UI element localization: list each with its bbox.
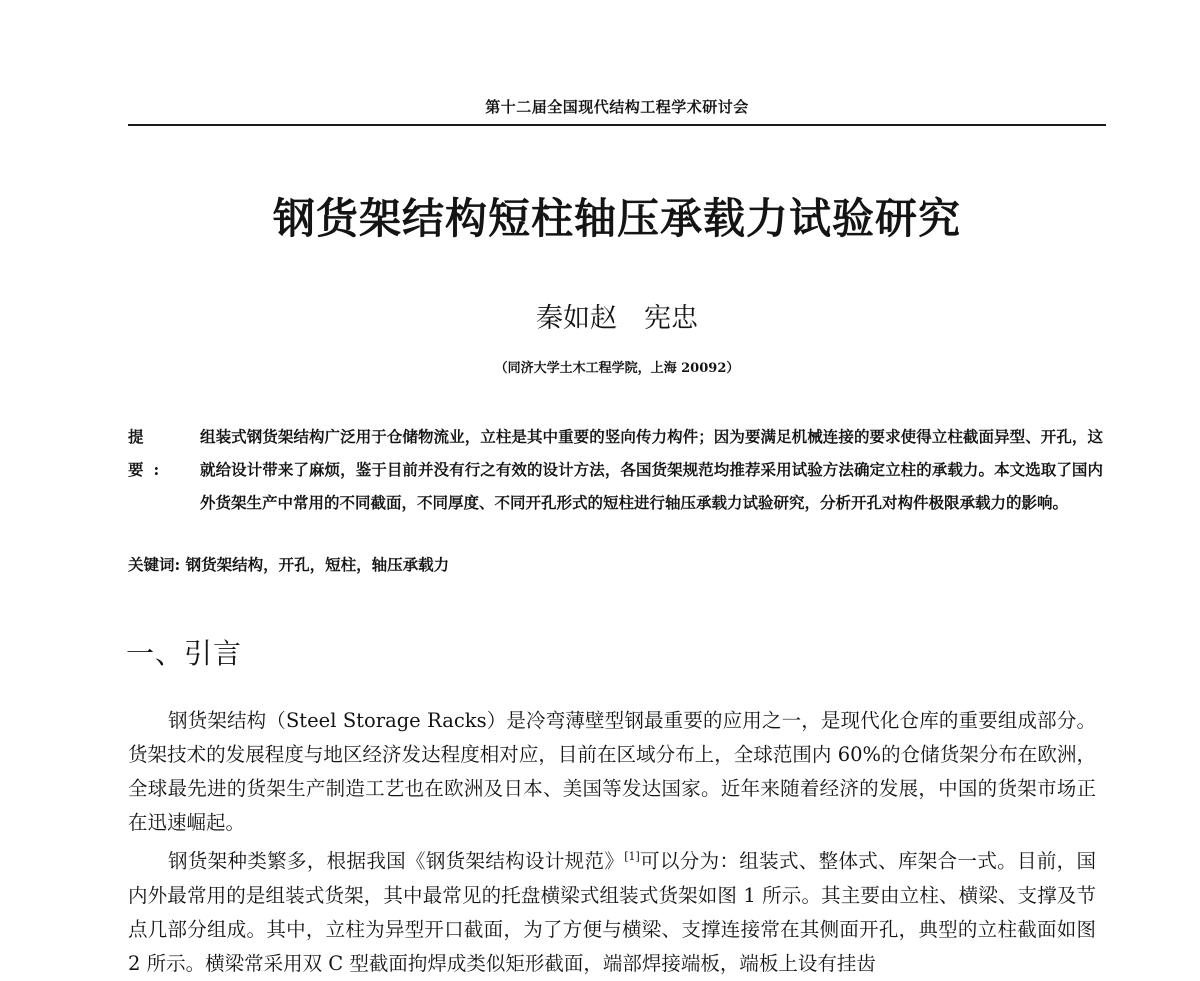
paper-title: 钢货架结构短柱轴压承载力试验研究 xyxy=(272,194,961,243)
intro-paragraph-2 xyxy=(128,840,1096,981)
introduction-body xyxy=(128,704,1096,981)
paper-authors: 秦如赵 宪忠 xyxy=(536,303,698,334)
abstract-label: 提 要: xyxy=(128,427,170,479)
abstract-text: 组装式钢货架结构广泛用于仓储物流业，立柱是其中重要的竖向传力构件；因为要满足机械连接的要求使得立柱截面异型、开孔，这就给设计带来了麻烦，鉴于目前并没有行之有效的设计方法，各国货架规范均推荐采用试验方法确定立柱的承载力。本文选取了国内外货架生产中常用的不同截面，不同厚度、不同开孔形式的短柱进行轴压承载力试验研究，分析开孔对构件极限承载力的影响。 xyxy=(200,427,1103,512)
section-heading-introduction: 一、引言 xyxy=(126,637,243,670)
intro-p2-text-b: 可以分为：组装式、整体式、库架合一式。目前，国内外最常用的是组装式货架，其中最常见的托盘横梁式组装式货架如图 1 所示。其主要由立柱、横梁、支撑及节点几部分组成。其中，立柱为异型开口截面，为了方便与横梁、支撑连接常在其侧面开孔，典型的立柱截面如图 2 所示。横梁常采用双 C 型截面拘焊成类似矩形截面，端部焊接端板，端板上设有挂齿 xyxy=(128,849,1096,975)
intro-p2-text-a: 钢货架种类繁多，根据我国《钢货架结构设计规范》 xyxy=(168,849,625,873)
intro-paragraph-1: 钢货架结构（Steel Storage Racks）是冷弯薄壁型钢最重要的应用之一，是现代化仓库的重要组成部分。货架技术的发展程度与地区经济发达程度相对应，目前在区域分布上，全球范围内 60%的仓储货架分布在欧洲，全球最先进的货架生产制造工艺也在欧洲及日本、美国等发达国家。近年来随着经济的发展，中国的货架市场正在迅速崛起。 xyxy=(128,709,1096,834)
conference-running-header: 第十二届全国现代结构工程学术研讨会 xyxy=(485,98,749,116)
keywords-text: 钢货架结构，开孔，短柱，轴压承载力 xyxy=(185,555,450,574)
keywords-line xyxy=(128,553,1103,575)
citation-ref-1[interactable]: [1] xyxy=(624,850,640,863)
keywords-label: 关键词: xyxy=(128,555,181,574)
header-rule xyxy=(128,124,1106,126)
abstract-block xyxy=(128,420,1103,519)
author-affiliation: （同济大学土木工程学院，上海 20092） xyxy=(494,361,740,376)
